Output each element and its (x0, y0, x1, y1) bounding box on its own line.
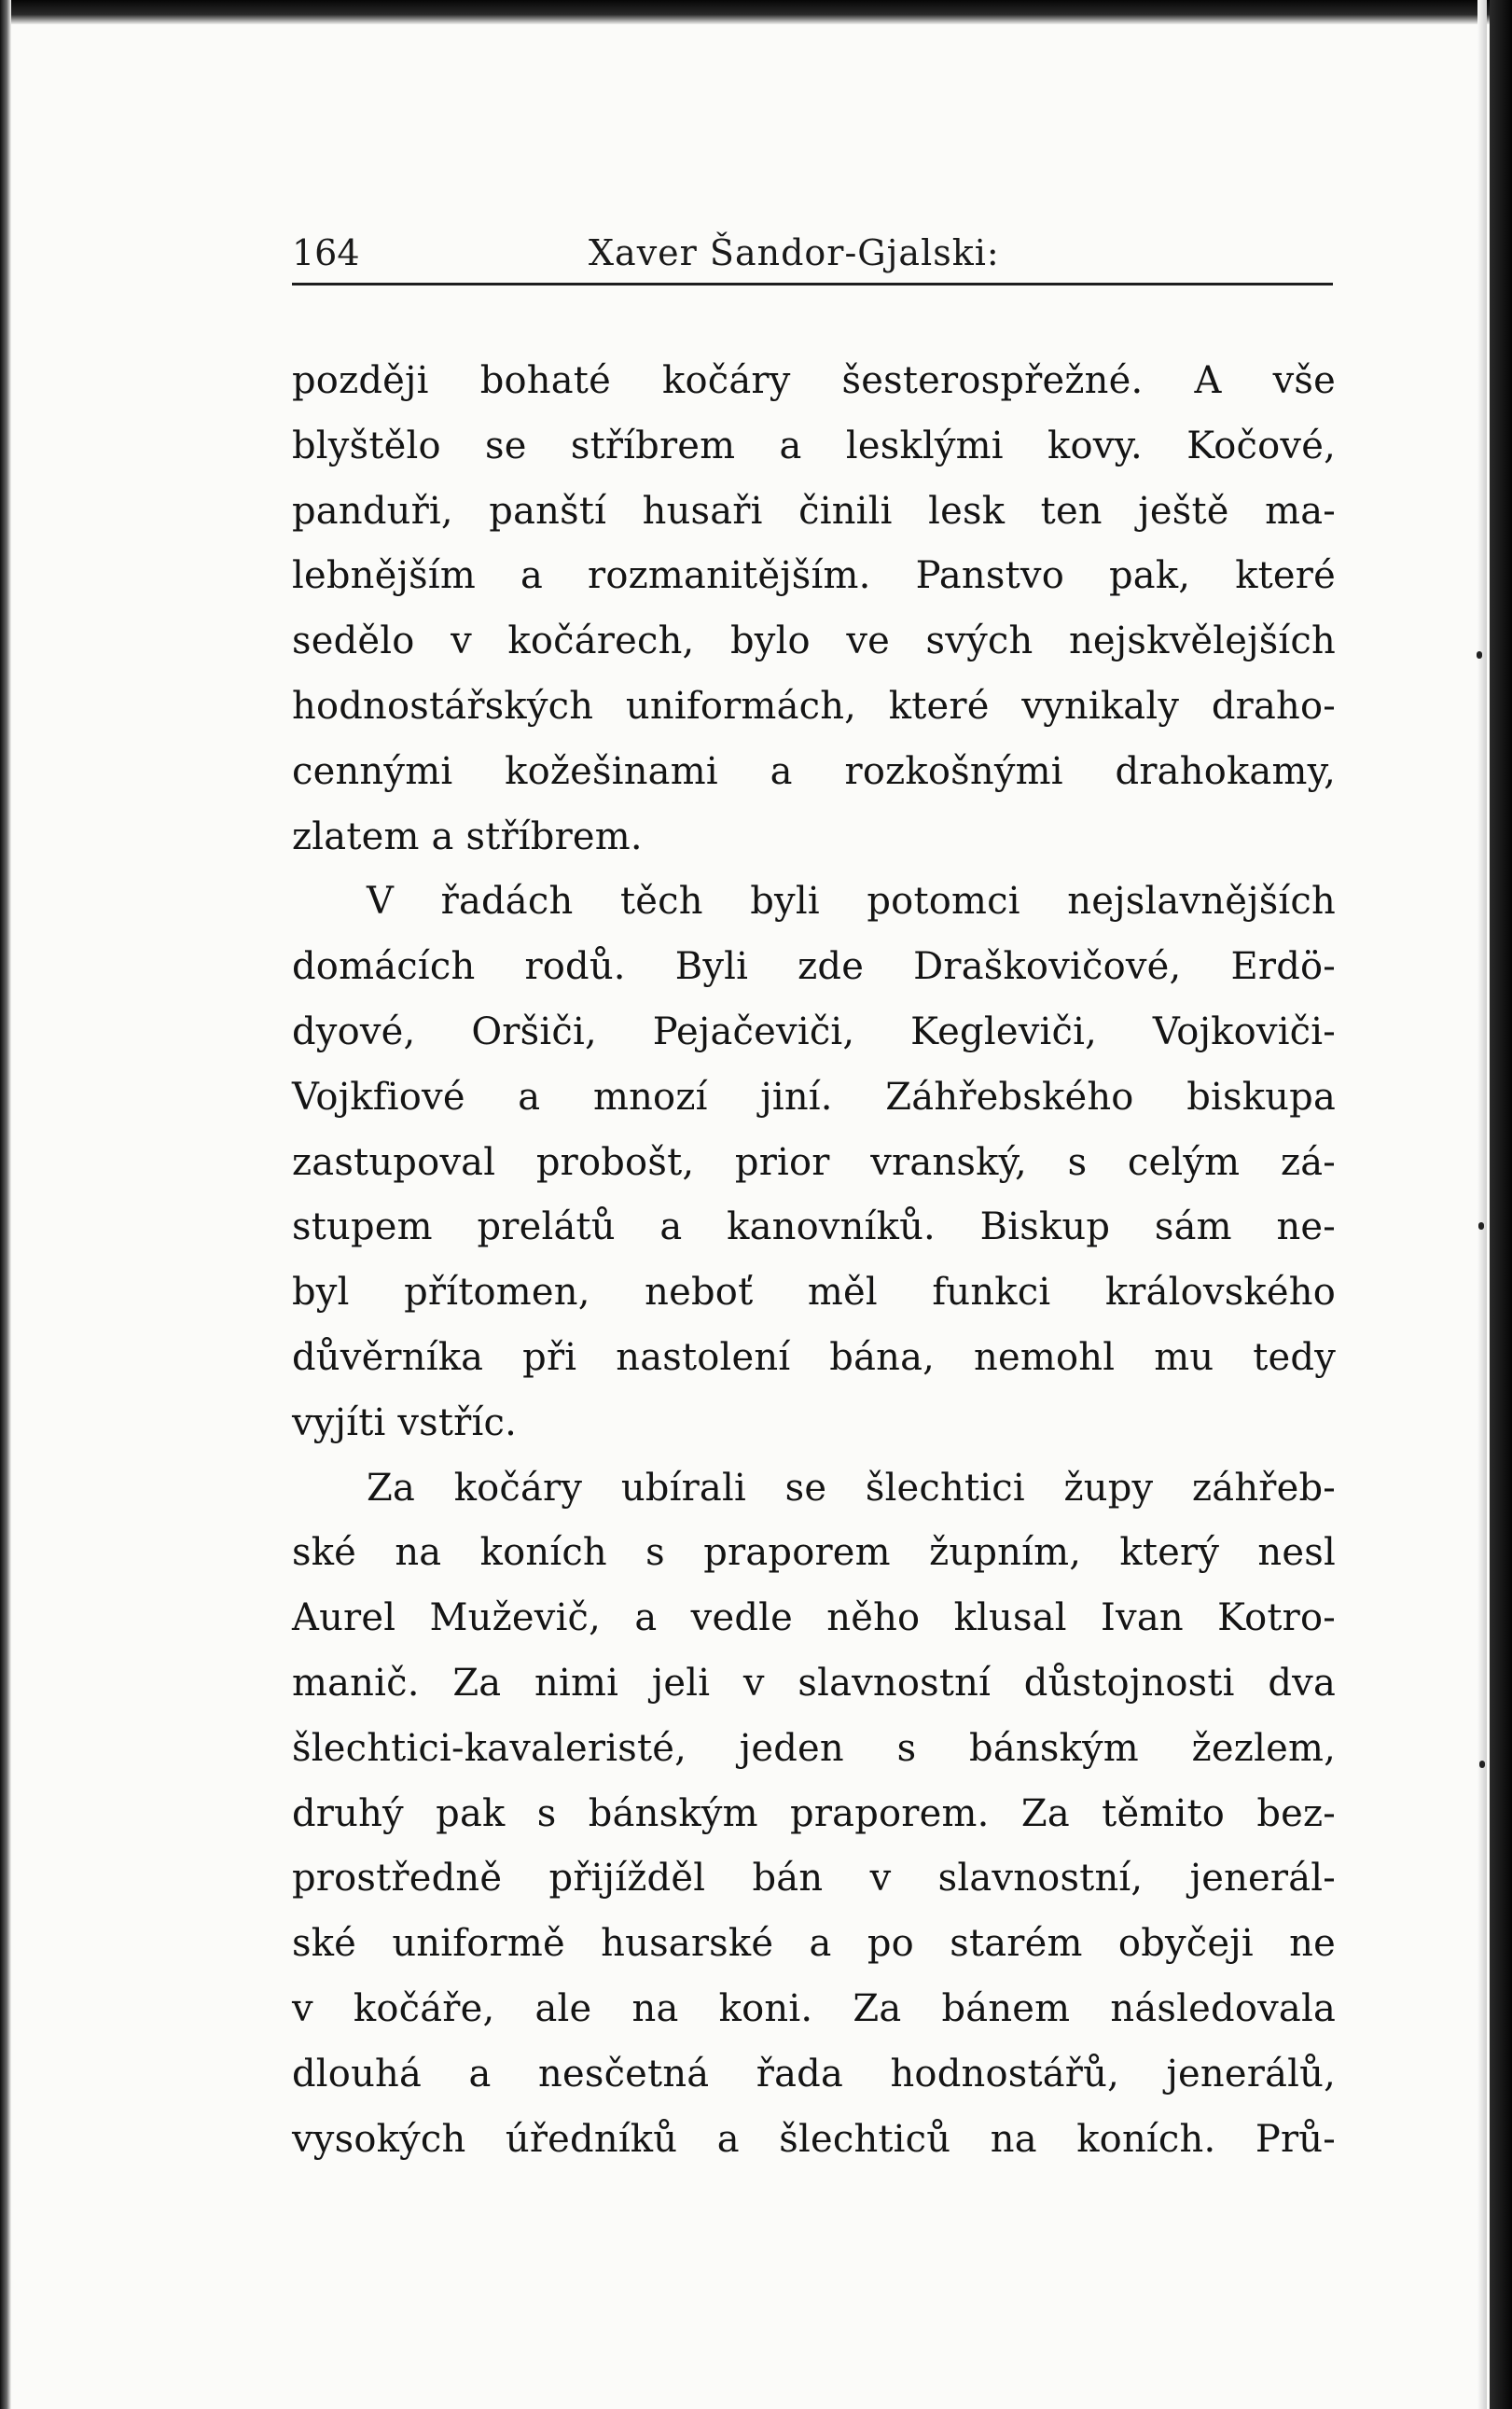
text-line: manič. Za nimi jeli v slavnostní důstojnosti dva (292, 1661, 1336, 1705)
text-line: ské na koních s praporem župním, který nesl (292, 1531, 1336, 1575)
text-line: lebnějším a rozmanitějším. Panstvo pak, které (292, 554, 1336, 598)
text-line: hodnostářských uniformách, které vynikaly draho- (292, 684, 1336, 728)
text-line: zastupoval probošt, prior vranský, s celým zá- (292, 1140, 1336, 1184)
text-line: dlouhá a nesčetná řada hodnostářů, jenerálů, (292, 2052, 1336, 2096)
text-line: vyjíti vstříc. (292, 1400, 518, 1444)
text-line: stupem prelátů a kanovníků. Biskup sám ne- (292, 1205, 1336, 1249)
text-line: druhý pak s bánským praporem. Za těmito bez- (292, 1791, 1336, 1835)
scan-border-top (0, 0, 1512, 24)
text-line: sedělo v kočárech, bylo ve svých nejskvělejších (292, 620, 1336, 663)
text-line: prostředně přijížděl bán v slavnostní, jenerál- (292, 1857, 1336, 1901)
text-line: blyštělo se stříbrem a lesklými kovy. Kočové, (292, 424, 1336, 467)
text-line: vysokých úředníků a šlechticů na koních. Prů- (292, 2117, 1336, 2161)
running-title: Xaver Šandor-Gjalski: (589, 232, 1000, 273)
text-line: šlechtici-kavaleristé, jeden s bánským žezlem, (292, 1726, 1336, 1770)
scan-border-right-shadow (1477, 0, 1487, 2409)
text-line: ské uniformě husarské a po starém obyčeji ne (292, 1922, 1336, 1966)
text-line: později bohaté kočáry šesterospřežné. A vše (292, 359, 1336, 402)
text-line: Vojkfiové a mnozí jiní. Záhřebského biskupa (292, 1075, 1336, 1119)
text-line: domácích rodů. Byli zde Draškovičové, Erdö- (292, 945, 1336, 989)
text-line: panduři, panští husaři činili lesk ten ještě ma- (292, 489, 1336, 533)
text-line: zlatem a stříbrem. (292, 815, 643, 858)
scan-border-left (0, 0, 11, 2409)
scan-border-right (1490, 0, 1512, 2409)
text-line: důvěrníka při nastolení bána, nemohl mu tedy (292, 1335, 1336, 1379)
page-content (292, 210, 1336, 2172)
paragraph-3 (292, 1456, 1336, 2173)
paragraph-2 (292, 870, 1336, 1455)
paragraph-1 (292, 349, 1336, 870)
text-line: v kočáře, ale na koni. Za bánem následovala (292, 1986, 1336, 2030)
header-rule (292, 283, 1333, 285)
text-line: Za kočáry ubírali se šlechtici župy záhřeb- (367, 1466, 1336, 1510)
text-line: byl přítomen, neboť měl funkci královského (292, 1271, 1336, 1315)
text-line: cennými kožešinami a rozkošnými drahokamy, (292, 749, 1336, 793)
page-number: 164 (292, 232, 360, 273)
body-text (292, 349, 1336, 2172)
margin-speck (1479, 1761, 1485, 1768)
running-header (292, 210, 1336, 275)
margin-speck (1478, 1222, 1484, 1230)
text-line: Aurel Muževič, a vedle něho klusal Ivan Kotro- (292, 1596, 1336, 1640)
margin-speck (1477, 651, 1482, 659)
text-line: dyové, Oršiči, Pejačeviči, Kegleviči, Vojkoviči- (292, 1010, 1336, 1053)
text-line: V řadách těch byli potomci nejslavnějších (367, 880, 1336, 924)
